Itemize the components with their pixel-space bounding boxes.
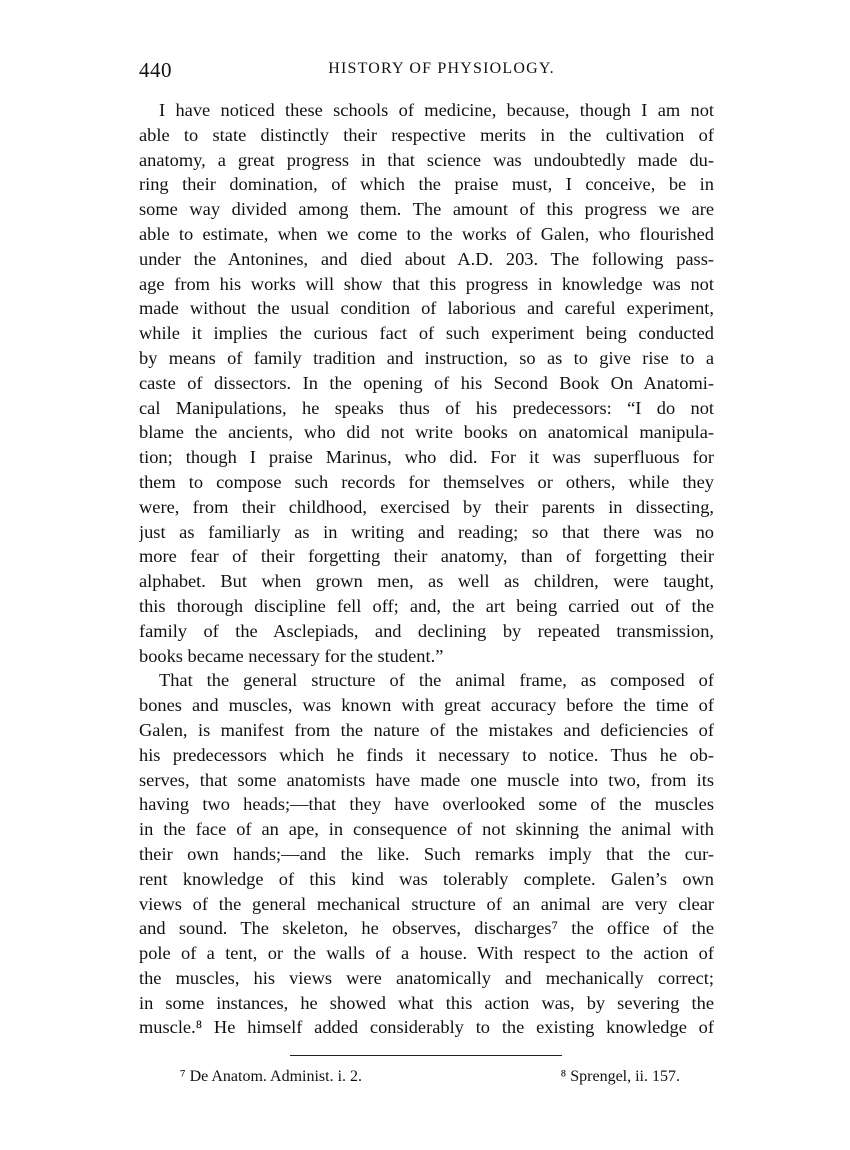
text-line: I have noticed these schools of medicine, because, though I am not — [159, 100, 714, 120]
running-title: HISTORY OF PHYSIOLOGY. — [328, 60, 555, 77]
text-line: having two heads;—that they have overlooked some of the muscles — [139, 794, 714, 815]
text-line: caste of dissectors. In the opening of his Second Book On Anatomi- — [139, 372, 714, 393]
footnote-8: ⁸ Sprengel, ii. 157. — [560, 1068, 680, 1085]
text-line: anatomy, a great progress in that science was undoubtedly made du- — [139, 149, 714, 170]
text-line: the muscles, his views were anatomically and mechanically correct; — [139, 967, 714, 988]
text-line: under the Antonines, and died about A.D. 203. The following pass- — [139, 248, 714, 269]
paragraph-2 — [139, 668, 714, 1040]
text-line: them to compose such records for themselves or others, while they — [139, 471, 714, 492]
body-text — [139, 98, 714, 1040]
text-line: were, from their childhood, exercised by their parents in dissecting, — [139, 496, 714, 517]
footnote-7: ⁷ De Anatom. Administ. i. 2. — [180, 1068, 363, 1085]
text-line: views of the general mechanical structure of an animal are very clear — [139, 893, 714, 914]
text-line: muscle.⁸ He himself added considerably to the existing knowledge of — [139, 1017, 714, 1038]
text-line: able to estimate, when we come to the works of Galen, who flourished — [139, 223, 714, 244]
text-line: tion; though I praise Marinus, who did. For it was superfluous for — [139, 447, 714, 468]
footnote-divider — [290, 1055, 562, 1056]
text-line: serves, that some anatomists have made one muscle into two, from its — [139, 769, 714, 790]
text-line: cal Manipulations, he speaks thus of his predecessors: “I do not — [139, 397, 714, 418]
text-line: in some instances, he showed what this action was, by severing the — [139, 992, 714, 1013]
text-line: blame the ancients, who did not write books on anatomical manipula- — [139, 422, 714, 443]
text-line: more fear of their forgetting their anatomy, than of forgetting their — [139, 546, 714, 567]
text-line: some way divided among them. The amount of this progress we are — [139, 199, 714, 220]
text-line: able to state distinctly their respective merits in the cultivation of — [139, 124, 714, 145]
text-line: family of the Asclepiads, and declining by repeated transmission, — [139, 620, 714, 641]
text-line: Galen, is manifest from the nature of the mistakes and deficiencies of — [139, 719, 714, 740]
text-line: their own hands;—and the like. Such remarks imply that the cur- — [139, 843, 714, 864]
text-line: books became necessary for the student.” — [139, 645, 444, 666]
page-number: 440 — [139, 58, 172, 82]
text-line: That the general structure of the animal frame, as composed of — [159, 670, 714, 691]
text-line: while it implies the curious fact of such experiment being conducted — [139, 323, 714, 344]
text-line: ring their domination, of which the praise must, I conceive, be in — [139, 174, 714, 195]
text-line: age from his works will show that this progress in knowledge was not — [139, 273, 714, 294]
text-line: pole of a tent, or the walls of a house. With respect to the action of — [139, 943, 714, 964]
text-line: rent knowledge of this kind was tolerably complete. Galen’s own — [139, 868, 714, 889]
text-line: in the face of an ape, in consequence of not skinning the animal with — [139, 819, 714, 840]
text-line: and sound. The skeleton, he observes, discharges⁷ the office of the — [139, 918, 714, 939]
page-header — [139, 58, 714, 88]
text-line: his predecessors which he finds it necessary to notice. Thus he ob- — [139, 744, 714, 765]
text-line: alphabet. But when grown men, as well as children, were taught, — [139, 571, 714, 592]
text-line: just as familiarly as in writing and reading; so that there was no — [139, 521, 714, 542]
text-line: by means of family tradition and instruction, so as to give rise to a — [139, 347, 714, 368]
paragraph-1 — [139, 98, 714, 668]
text-line: bones and muscles, was known with great accuracy before the time of — [139, 695, 714, 716]
text-line: made without the usual condition of laborious and careful experiment, — [139, 298, 714, 319]
footnotes — [180, 1068, 680, 1094]
text-line: this thorough discipline fell off; and, the art being carried out of the — [139, 595, 714, 616]
